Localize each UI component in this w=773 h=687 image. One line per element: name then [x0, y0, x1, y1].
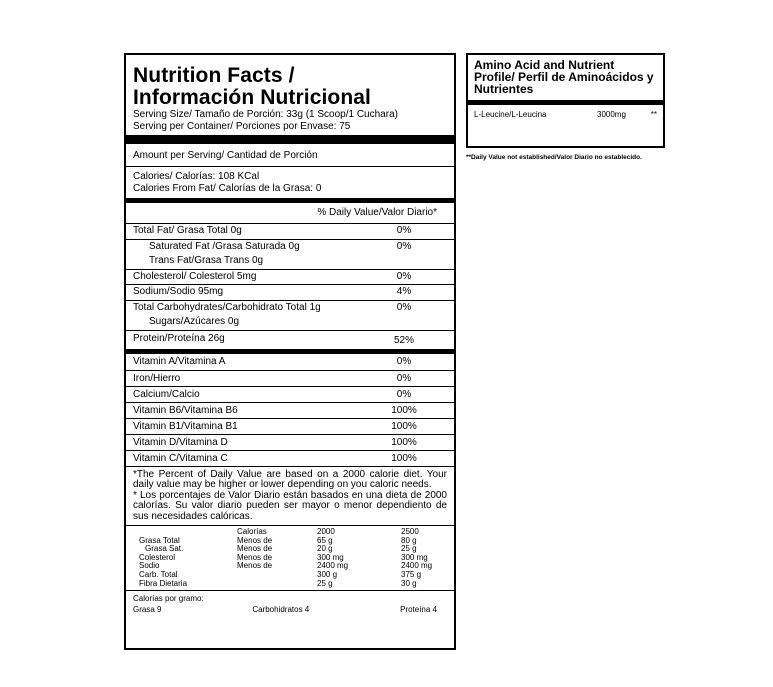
nutrient-percent: 52% — [393, 334, 414, 346]
label-title — [133, 65, 447, 109]
calories-block — [133, 167, 447, 198]
guide-cell: 25 g — [401, 544, 417, 554]
vitamin-percent: 0% — [396, 388, 412, 400]
guide-cell: 375 g — [401, 569, 422, 579]
nutrient-row — [126, 315, 454, 330]
guide-cell — [237, 580, 317, 589]
vitamin-percent: 100% — [391, 404, 417, 416]
vitamin-name: Calcium/Calcio — [133, 388, 200, 400]
guide-cell: 30 g — [401, 578, 417, 588]
guide-cell: Sodio — [139, 561, 160, 571]
nutrient-name: Sugars/Azúcares 0g — [149, 316, 240, 327]
guide-header-row — [139, 528, 432, 537]
per-gram-protein: Proteína 4 — [400, 605, 437, 615]
footnote — [133, 467, 447, 526]
guide-cell: Grasa Total — [139, 535, 180, 545]
guide-row — [139, 545, 432, 554]
amino-acid-panel — [466, 53, 665, 148]
vitamin-list — [133, 354, 447, 466]
title-line-1: Nutrition Facts / — [133, 64, 295, 87]
guide-cell: 2500 — [401, 527, 419, 536]
nutrient-name: Saturated Fat /Grasa Saturada 0g — [149, 240, 300, 252]
nutrient-percent: 4% — [396, 286, 412, 297]
amino-symbol: ** — [650, 110, 657, 119]
guide-row — [139, 562, 432, 571]
thick-divider — [126, 135, 454, 144]
nutrient-name: Total Fat/ Grasa Total 0g — [133, 225, 242, 236]
title-line-2: Información Nutricional — [133, 86, 371, 109]
calories-per-gram-title: Calorías por gramo: — [133, 594, 204, 604]
vitamin-name: Vitamin C/Vitamina C — [133, 452, 228, 464]
vitamin-percent: 100% — [391, 420, 417, 432]
amino-row — [474, 105, 657, 122]
amino-value: 3000mg — [597, 110, 626, 119]
guide-row — [139, 580, 432, 589]
vitamin-name: Iron/Hierro — [133, 372, 181, 384]
calories: Calories/ Calorías: 108 KCal — [133, 171, 260, 182]
guide-cell: 25 g — [317, 578, 333, 588]
vitamin-percent: 0% — [396, 355, 412, 367]
nutrient-percent: 0% — [396, 270, 412, 282]
vitamin-name: Vitamin B1/Vitamina B1 — [133, 420, 238, 432]
nutrient-row — [126, 284, 454, 300]
nutrient-row — [126, 330, 454, 349]
vitamin-name: Vitamin A/Vitamina A — [133, 355, 226, 367]
per-gram-fat: Grasa 9 — [133, 605, 162, 615]
nutrient-name: Total Carbohydrates/Carbohidrato Total 1g — [133, 301, 321, 313]
guide-cell: Menos de — [237, 544, 273, 554]
guide-cell: 80 g — [401, 535, 417, 545]
nutrient-name: Cholesterol/ Colesterol 5mg — [133, 270, 257, 282]
daily-value-note: **Daily Value not established/Valor Diario no establecido. — [466, 154, 642, 161]
guide-cell: 300 mg — [317, 552, 344, 562]
vitamin-percent: 0% — [396, 372, 412, 384]
guide-cell: 300 mg — [401, 552, 428, 562]
serving-size: Serving Size/ Tamaño de Porción: 33g (1 Scoop/1 Cuchara) — [133, 109, 398, 120]
guide-cell: 300 g — [317, 569, 338, 579]
vitamin-name: Vitamin D/Vitamina D — [133, 436, 228, 448]
nutrient-percent: 0% — [396, 240, 412, 252]
vitamin-row — [126, 418, 454, 434]
nutrient-row — [126, 223, 454, 239]
nutrient-row — [126, 239, 454, 255]
guide-row — [139, 554, 432, 563]
nutrient-percent: 0% — [396, 225, 412, 236]
vitamin-percent: 100% — [391, 452, 417, 464]
guide-cell: Colesterol — [139, 552, 176, 562]
guide-cell: 2400 mg — [401, 561, 433, 571]
calories-per-gram-row — [133, 604, 447, 616]
vitamin-row — [126, 402, 454, 418]
nutrient-name: Sodium/Sodio 95mg — [133, 286, 224, 297]
nutrient-percent — [379, 254, 429, 269]
amino-panel-title: Amino Acid and Nutrient Profile/ Perfil de Aminoácidos y Nutrientes — [474, 58, 654, 96]
nutrient-name: Protein/Proteína 26g — [133, 332, 225, 344]
amount-per-serving: Amount per Serving/ Cantidad de Porción — [133, 150, 318, 161]
nutrient-row — [126, 269, 454, 285]
calories-from-fat: Calories From Fat/ Calorías de la Grasa: 0 — [133, 183, 322, 194]
footnote-english: *The Percent of Daily Value are based on a 2000 calorie diet. Your daily value may be higher or lower depending on you caloric needs. — [133, 468, 447, 490]
vitamin-row — [126, 434, 454, 450]
guide-cell: 2400 mg — [317, 561, 349, 571]
nutrient-row — [126, 254, 454, 269]
vitamin-row — [126, 370, 454, 386]
daily-value-header: % Daily Value/Valor Diario* — [317, 207, 437, 218]
guide-cell — [237, 571, 317, 580]
guide-cell: Carb. Total — [139, 569, 178, 579]
guide-cell: Grasa Sat. — [145, 544, 184, 554]
guide-cell: Menos de — [237, 561, 273, 571]
guide-cell: Calorías — [237, 527, 267, 536]
nutrition-facts-panel — [124, 53, 456, 650]
guide-cell: 65 g — [317, 535, 333, 545]
footnote-spanish: * Los porcentajes de Valor Diario están basados en una dieta de 2000 calorías. Su valor diario pueden ser mayor o menor dependiento de sus necesidades calóricas. — [133, 489, 447, 522]
guide-cell: Fibra Dietaria — [139, 578, 188, 588]
amino-name: L-Leucine/L-Leucina — [474, 110, 547, 119]
nutrient-row — [126, 300, 454, 316]
nutrient-percent — [379, 315, 429, 330]
servings-per-container: Serving per Container/ Porciones por Envase: 75 — [133, 121, 351, 132]
vitamin-name: Vitamin B6/Vitamina B6 — [133, 404, 238, 416]
nutrient-list — [133, 223, 447, 349]
guide-cell: 20 g — [317, 544, 333, 554]
vitamin-percent: 100% — [391, 436, 417, 448]
guide-cell: Menos de — [237, 552, 273, 562]
divider — [126, 525, 454, 526]
nutrient-percent: 0% — [396, 301, 412, 313]
daily-value-guide-table — [139, 528, 432, 588]
per-gram-carbs: Carbohidratos 4 — [252, 605, 310, 615]
vitamin-row — [126, 386, 454, 402]
guide-cell: 2000 — [317, 527, 335, 536]
guide-cell: Menos de — [237, 535, 273, 545]
vitamin-row — [126, 450, 454, 466]
vitamin-row — [126, 354, 454, 370]
nutrient-name: Trans Fat/Grasa Trans 0g — [149, 255, 264, 266]
